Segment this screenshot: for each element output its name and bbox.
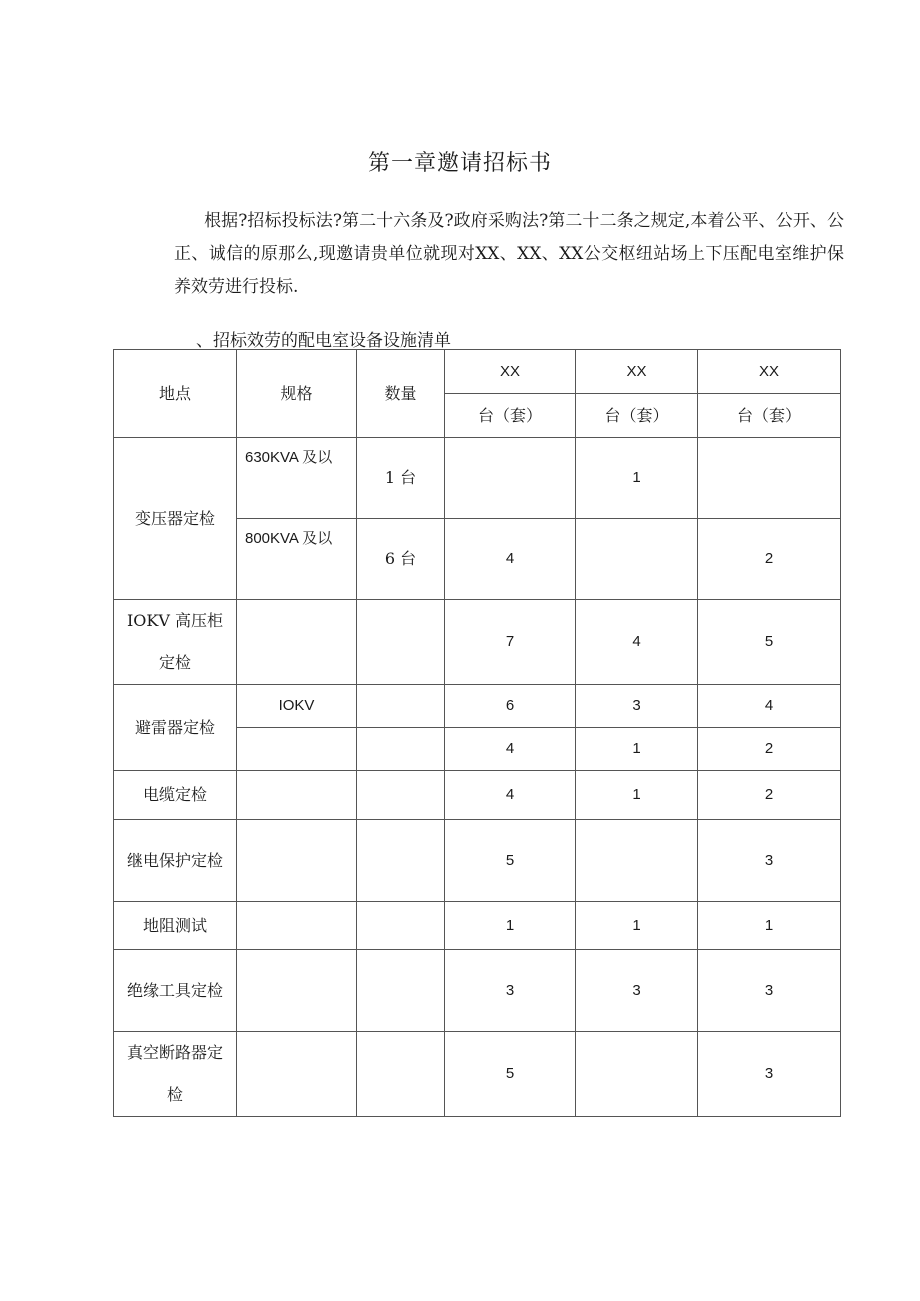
qty-cell: 6 台 xyxy=(357,519,445,600)
value-cell: 3 xyxy=(445,950,576,1032)
header-site-1: XX xyxy=(445,350,576,394)
header-qty: 数量 xyxy=(357,350,445,438)
table-row xyxy=(114,685,841,728)
row-label-cable: 电缆定检 xyxy=(114,771,237,820)
header-unit-1: 台（套） xyxy=(445,394,576,438)
value-cell: 4 xyxy=(698,685,841,728)
value-cell: 4 xyxy=(445,771,576,820)
table-row xyxy=(114,1032,841,1117)
spec-cell: 800KVA 及以 xyxy=(237,519,357,600)
value-cell: 2 xyxy=(698,519,841,600)
row-label-insulation: 绝缘工具定检 xyxy=(114,950,237,1032)
value-cell: 3 xyxy=(698,1032,841,1117)
row-label-hv-cabinet: IOKV 高压柜定检 xyxy=(114,600,237,685)
value-cell xyxy=(445,438,576,519)
header-unit-3: 台（套） xyxy=(698,394,841,438)
value-cell: 3 xyxy=(576,950,698,1032)
value-cell xyxy=(576,820,698,902)
value-cell: 6 xyxy=(445,685,576,728)
header-location: 地点 xyxy=(114,350,237,438)
header-site-2: XX xyxy=(576,350,698,394)
spec-cell: 630KVA 及以 xyxy=(237,438,357,519)
header-site-3: XX xyxy=(698,350,841,394)
header-unit-2: 台（套） xyxy=(576,394,698,438)
page-title: 第一章邀请招标书 xyxy=(367,151,552,176)
value-cell: 1 xyxy=(576,771,698,820)
spec-cell xyxy=(237,728,357,771)
qty-cell xyxy=(357,902,445,950)
table-caption: 、招标效劳的配电室设备设施清单 xyxy=(196,331,451,351)
table-row xyxy=(114,600,841,685)
row-label-vacuum: 真空断路器定检 xyxy=(114,1032,237,1117)
spec-cell: IOKV xyxy=(237,685,357,728)
value-cell: 2 xyxy=(698,728,841,771)
qty-cell xyxy=(357,600,445,685)
value-cell: 5 xyxy=(445,1032,576,1117)
value-cell: 3 xyxy=(698,820,841,902)
spec-cell xyxy=(237,950,357,1032)
table-row xyxy=(114,820,841,902)
value-cell: 2 xyxy=(698,771,841,820)
value-cell: 7 xyxy=(445,600,576,685)
value-cell xyxy=(576,519,698,600)
value-cell: 4 xyxy=(445,728,576,771)
table-row xyxy=(114,950,841,1032)
qty-cell xyxy=(357,685,445,728)
value-cell: 1 xyxy=(576,438,698,519)
table-row xyxy=(114,771,841,820)
value-cell xyxy=(576,1032,698,1117)
intro-paragraph xyxy=(174,205,844,304)
row-label-transformer: 变压器定检 xyxy=(114,438,237,600)
spec-cell xyxy=(237,1032,357,1117)
value-cell xyxy=(698,438,841,519)
qty-cell xyxy=(357,820,445,902)
qty-cell xyxy=(357,771,445,820)
value-cell: 3 xyxy=(576,685,698,728)
qty-cell xyxy=(357,950,445,1032)
qty-cell xyxy=(357,728,445,771)
intro-text: 根据?招标投标法?第二十六条及?政府采购法?第二十二条之规定,本着公平、公开、公正、诚信的原那么,现邀请贵单位就现对XX、XX、XX公交枢纽站场上下压配电室维护保养效劳进行投标. xyxy=(174,211,844,297)
header-spec: 规格 xyxy=(237,350,357,438)
spec-cell xyxy=(237,600,357,685)
value-cell: 3 xyxy=(698,950,841,1032)
table-row xyxy=(114,902,841,950)
row-label-relay: 继电保护定检 xyxy=(114,820,237,902)
row-label-arrester: 避雷器定检 xyxy=(114,685,237,771)
row-label-ground: 地阻测试 xyxy=(114,902,237,950)
qty-cell: 1 台 xyxy=(357,438,445,519)
table-row xyxy=(114,438,841,519)
qty-cell xyxy=(357,1032,445,1117)
equipment-table xyxy=(113,349,841,1117)
value-cell: 4 xyxy=(576,600,698,685)
value-cell: 1 xyxy=(576,728,698,771)
table-header-row xyxy=(114,350,841,394)
value-cell: 5 xyxy=(698,600,841,685)
value-cell: 1 xyxy=(576,902,698,950)
spec-cell xyxy=(237,771,357,820)
value-cell: 5 xyxy=(445,820,576,902)
value-cell: 1 xyxy=(698,902,841,950)
spec-cell xyxy=(237,902,357,950)
spec-cell xyxy=(237,820,357,902)
value-cell: 4 xyxy=(445,519,576,600)
value-cell: 1 xyxy=(445,902,576,950)
